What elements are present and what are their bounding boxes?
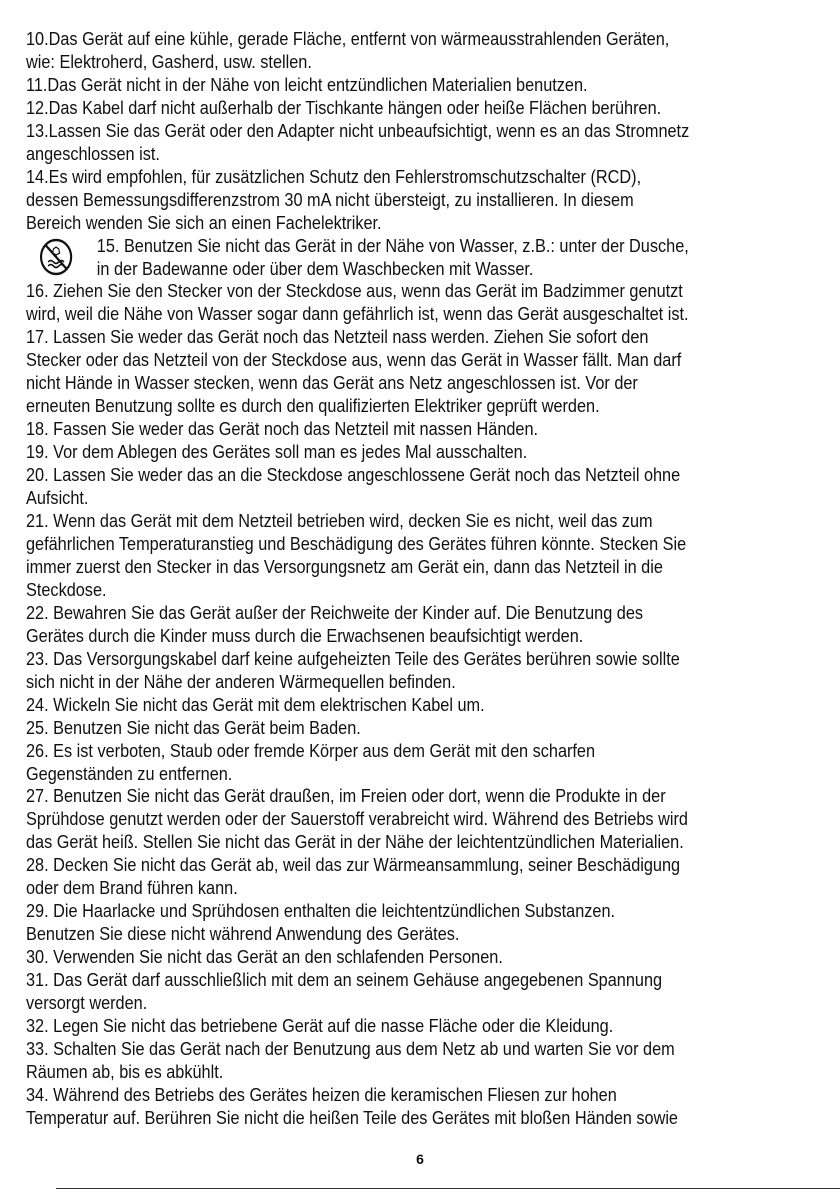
- text-line: 22. Bewahren Sie das Gerät außer der Reichweite der Kinder auf. Die Benutzung des: [26, 601, 644, 623]
- text-line: 14.Es wird empfohlen, für zusätzlichen Schutz den Fehlerstromschutzschalter (RCD),: [26, 165, 642, 187]
- text-line: Gerätes durch die Kinder muss durch die Erwachsenen beaufsichtigt werden.: [26, 624, 584, 646]
- text-line: 32. Legen Sie nicht das betriebene Gerät auf die nasse Fläche oder die Kleidung.: [26, 1014, 614, 1036]
- text-line: 25. Benutzen Sie nicht das Gerät beim Baden.: [26, 716, 361, 738]
- safety-instructions-part-1: [26, 28, 832, 235]
- text-line: 18. Fassen Sie weder das Gerät noch das Netzteil mit nassen Händen.: [26, 418, 539, 440]
- text-line: angeschlossen ist.: [26, 142, 160, 164]
- text-line: 12.Das Kabel darf nicht außerhalb der Tischkante hängen oder heiße Flächen berühren.: [26, 96, 662, 118]
- text-line: 29. Die Haarlacke und Sprühdosen enthalten die leichtentzündlichen Substanzen.: [26, 900, 616, 922]
- text-line: Sprühdose genutzt werden oder der Sauerstoff verabreicht wird. Während des Betriebs wird: [26, 808, 688, 830]
- text-line: 26. Es ist verboten, Staub oder fremde Körper aus dem Gerät mit den scharfen: [26, 739, 596, 761]
- text-line: Steckdose.: [26, 578, 107, 600]
- text-line: 27. Benutzen Sie nicht das Gerät draußen, im Freien oder dort, wenn die Produkte in der: [26, 785, 666, 807]
- text-line: Stecker oder das Netzteil von der Steckdose aus, wenn das Gerät in Wasser fällt. Man darf: [26, 349, 682, 371]
- no-water-icon: [38, 237, 73, 277]
- footer-rule: [56, 1188, 840, 1189]
- text-line: 24. Wickeln Sie nicht das Gerät mit dem elektrischen Kabel um.: [26, 693, 485, 715]
- text-line: 19. Vor dem Ablegen des Gerätes soll man es jedes Mal ausschalten.: [26, 441, 528, 463]
- text-line: gefährlichen Temperaturanstieg und Beschädigung des Gerätes führen könnte. Stecken Sie: [26, 532, 687, 554]
- text-line: 33. Schalten Sie das Gerät nach der Benutzung aus dem Netz ab und warten Sie vor dem: [26, 1037, 675, 1059]
- text-line: wie: Elektroherd, Gasherd, usw. stellen.: [26, 50, 312, 72]
- text-line: 23. Das Versorgungskabel darf keine aufgeheizten Teile des Gerätes berühren sowie sollte: [26, 647, 680, 669]
- text-line: sich nicht in der Nähe der anderen Wärmequellen befinden.: [26, 670, 456, 692]
- text-line: Gegenständen zu entfernen.: [26, 762, 233, 784]
- text-line: 34. Während des Betriebs des Gerätes heizen die keramischen Fliesen zur hohen: [26, 1083, 617, 1105]
- text-line: 21. Wenn das Gerät mit dem Netzteil betrieben wird, decken Sie es nicht, weil das zum: [26, 510, 653, 532]
- page-number: 6: [416, 1151, 424, 1167]
- text-line: Aufsicht.: [26, 487, 89, 509]
- text-line: 28. Decken Sie nicht das Gerät ab, weil das zur Wärmeansammlung, seiner Beschädigung: [26, 854, 681, 876]
- text-line: Temperatur auf. Berühren Sie nicht die heißen Teile des Gerätes mit bloßen Händen sowie: [26, 1106, 678, 1128]
- text-line: nicht Hände in Wasser stecken, wenn das Gerät ans Netz angeschlossen ist. Vor der: [26, 372, 638, 394]
- water-warning: [26, 235, 832, 281]
- text-line: in der Badewanne oder über dem Waschbecken mit Wasser.: [96, 257, 534, 279]
- text-line: Bereich wenden Sie sich an einen Fachelektriker.: [26, 211, 382, 233]
- text-line: Benutzen Sie diese nicht während Anwendung des Gerätes.: [26, 923, 460, 945]
- safety-instructions-part-2: [26, 280, 832, 1129]
- manual-page-text: [26, 28, 832, 1130]
- text-line: dessen Bemessungsdifferenzstrom 30 mA nicht übersteigt, zu installieren. In diesem: [26, 188, 634, 210]
- text-line: oder dem Brand führen kann.: [26, 877, 238, 899]
- text-line: 20. Lassen Sie weder das an die Steckdose angeschlossene Gerät noch das Netzteil ohne: [26, 464, 681, 486]
- text-line: erneuten Benutzung sollte es durch den qualifizierten Elektriker geprüft werden.: [26, 395, 600, 417]
- text-line: wird, weil die Nähe von Wasser sogar dann gefährlich ist, wenn das Gerät ausgeschaltet ist.: [26, 303, 689, 325]
- text-line: immer zuerst den Stecker in das Versorgungsnetz am Gerät ein, dann das Netzteil in die: [26, 555, 663, 577]
- text-line: versorgt werden.: [26, 992, 148, 1014]
- text-line: 13.Lassen Sie das Gerät oder den Adapter nicht unbeaufsichtigt, wenn es an das Stromnetz: [26, 119, 690, 141]
- text-line: das Gerät heiß. Stellen Sie nicht das Gerät in der Nähe der leichtentzündlichen Materialien.: [26, 831, 684, 853]
- text-line: Räumen ab, bis es abkühlt.: [26, 1060, 224, 1082]
- text-line: 10.Das Gerät auf eine kühle, gerade Fläche, entfernt von wärmeausstrahlenden Geräten,: [26, 28, 670, 49]
- text-line: 11.Das Gerät nicht in der Nähe von leicht entzündlichen Materialien benutzen.: [26, 73, 588, 95]
- text-line: 17. Lassen Sie weder das Gerät noch das Netzteil nass werden. Ziehen Sie sofort den: [26, 326, 649, 348]
- text-line: 31. Das Gerät darf ausschließlich mit dem an seinem Gehäuse angegebenen Spannung: [26, 969, 663, 991]
- text-line: 30. Verwenden Sie nicht das Gerät an den schlafenden Personen.: [26, 946, 503, 968]
- text-line: 16. Ziehen Sie den Stecker von der Steckdose aus, wenn das Gerät im Badzimmer genutzt: [26, 280, 683, 302]
- text-line: 15. Benutzen Sie nicht das Gerät in der Nähe von Wasser, z.B.: unter der Dusche,: [96, 234, 689, 256]
